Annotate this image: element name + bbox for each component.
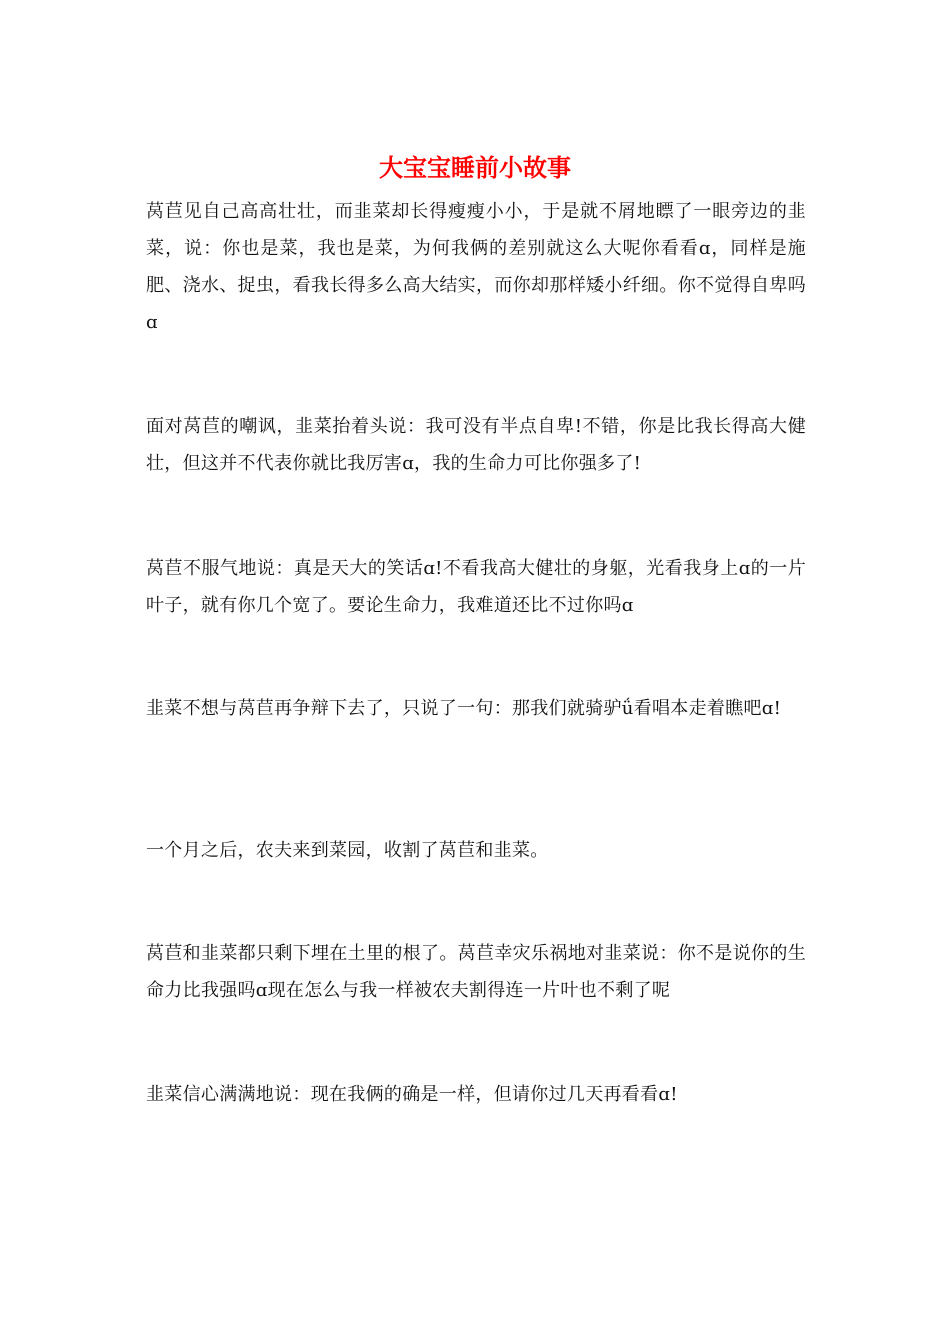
story-paragraph: 莴苣见自己高高壮壮，而韭菜却长得瘦瘦小小，于是就不屑地瞟了一眼旁边的韭菜，说：你也是菜，我也是菜，为何我俩的差别就这么大呢你看看ɑ，同样是施肥、浇水、捉虫，看我长得多么高大结实，而你却那样矮小纤细。你不觉得自卑吗ɑ xyxy=(146,201,806,333)
story-paragraph: 一个月之后，农夫来到菜园，收割了莴苣和韭菜。 xyxy=(146,840,549,861)
story-paragraph: 莴苣不服气地说：真是天大的笑话ɑ!不看我高大健壮的身躯，光看我身上ɑ的一片叶子，就有你几个宽了。要论生命力，我难道还比不过你吗ɑ xyxy=(146,558,806,616)
story-paragraph: 韭菜信心满满地说：现在我俩的确是一样，但请你过几天再看看ɑ! xyxy=(146,1084,678,1105)
story-paragraph: 莴苣和韭菜都只剩下埋在土里的根了。莴苣幸灾乐祸地对韭菜说：你不是说你的生命力比我强吗ɑ现在怎么与我一样被农夫割得连一片叶也不剩了呢 xyxy=(146,943,806,1001)
story-paragraph: 韭菜不想与莴苣再争辩下去了，只说了一句：那我们就骑驴ǘ看唱本走着瞧吧ɑ! xyxy=(146,698,782,719)
story-paragraph: 面对莴苣的嘲讽，韭菜抬着头说：我可没有半点自卑!不错，你是比我长得高大健壮，但这并不代表你就比我厉害ɑ，我的生命力可比你强多了! xyxy=(146,416,806,474)
document-title: 大宝宝睡前小故事 xyxy=(379,153,571,182)
